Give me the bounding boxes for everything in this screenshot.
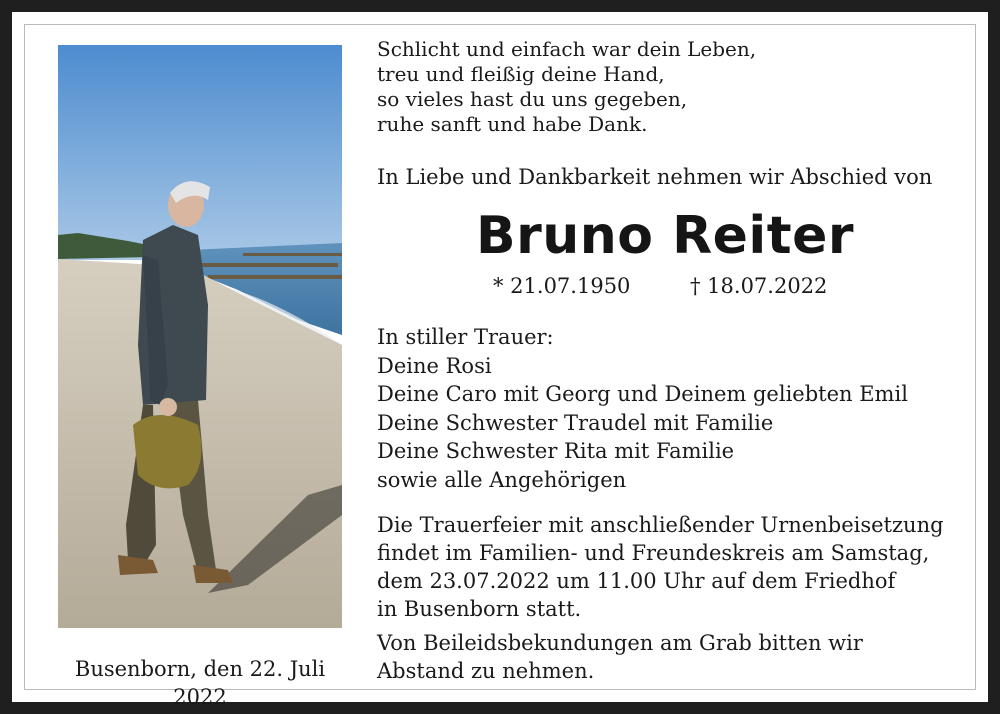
mourners-list (377, 323, 908, 495)
funeral-info (377, 511, 944, 623)
mourner-line: sowie alle Angehörigen (377, 467, 627, 492)
funeral-line: Die Trauerfeier mit anschließender Urnenbeisetzung (377, 513, 944, 537)
mourners-heading: In stiller Trauer: (377, 325, 554, 349)
condolence-line: Von Beileidsbekundungen am Grab bitten wir (377, 631, 863, 655)
farewell-intro: In Liebe und Dankbarkeit nehmen wir Abschied von (377, 165, 933, 189)
death-date: † 18.07.2022 (690, 274, 828, 298)
poem-line: ruhe sanft und habe Dank. (377, 112, 648, 136)
mourner-line: Deine Caro mit Georg und Deinem geliebten Emil (377, 382, 908, 407)
mourner-line: Deine Rosi (377, 353, 492, 378)
funeral-line: findet im Familien- und Freundeskreis am Samstag, (377, 541, 930, 565)
condolence-line: Abstand zu nehmen. (377, 659, 595, 683)
place-and-date: Busenborn, den 22. Juli 2022 (74, 657, 326, 709)
poem-line: treu und fleißig deine Hand, (377, 62, 665, 86)
portrait-photo (58, 45, 342, 628)
birth-date: * 21.07.1950 (493, 274, 631, 298)
poem-line: so vieles hast du uns gegeben, (377, 87, 688, 111)
condolence-note (377, 629, 863, 685)
poem-line: Schlicht und einfach war dein Leben, (377, 37, 757, 61)
poem (377, 37, 756, 137)
funeral-line: in Busenborn statt. (377, 597, 582, 621)
funeral-line: dem 23.07.2022 um 11.00 Uhr auf dem Friedhof (377, 569, 896, 593)
mourner-line: Deine Schwester Traudel mit Familie (377, 410, 774, 435)
mourner-line: Deine Schwester Rita mit Familie (377, 439, 735, 464)
deceased-name: Bruno Reiter (475, 206, 855, 266)
